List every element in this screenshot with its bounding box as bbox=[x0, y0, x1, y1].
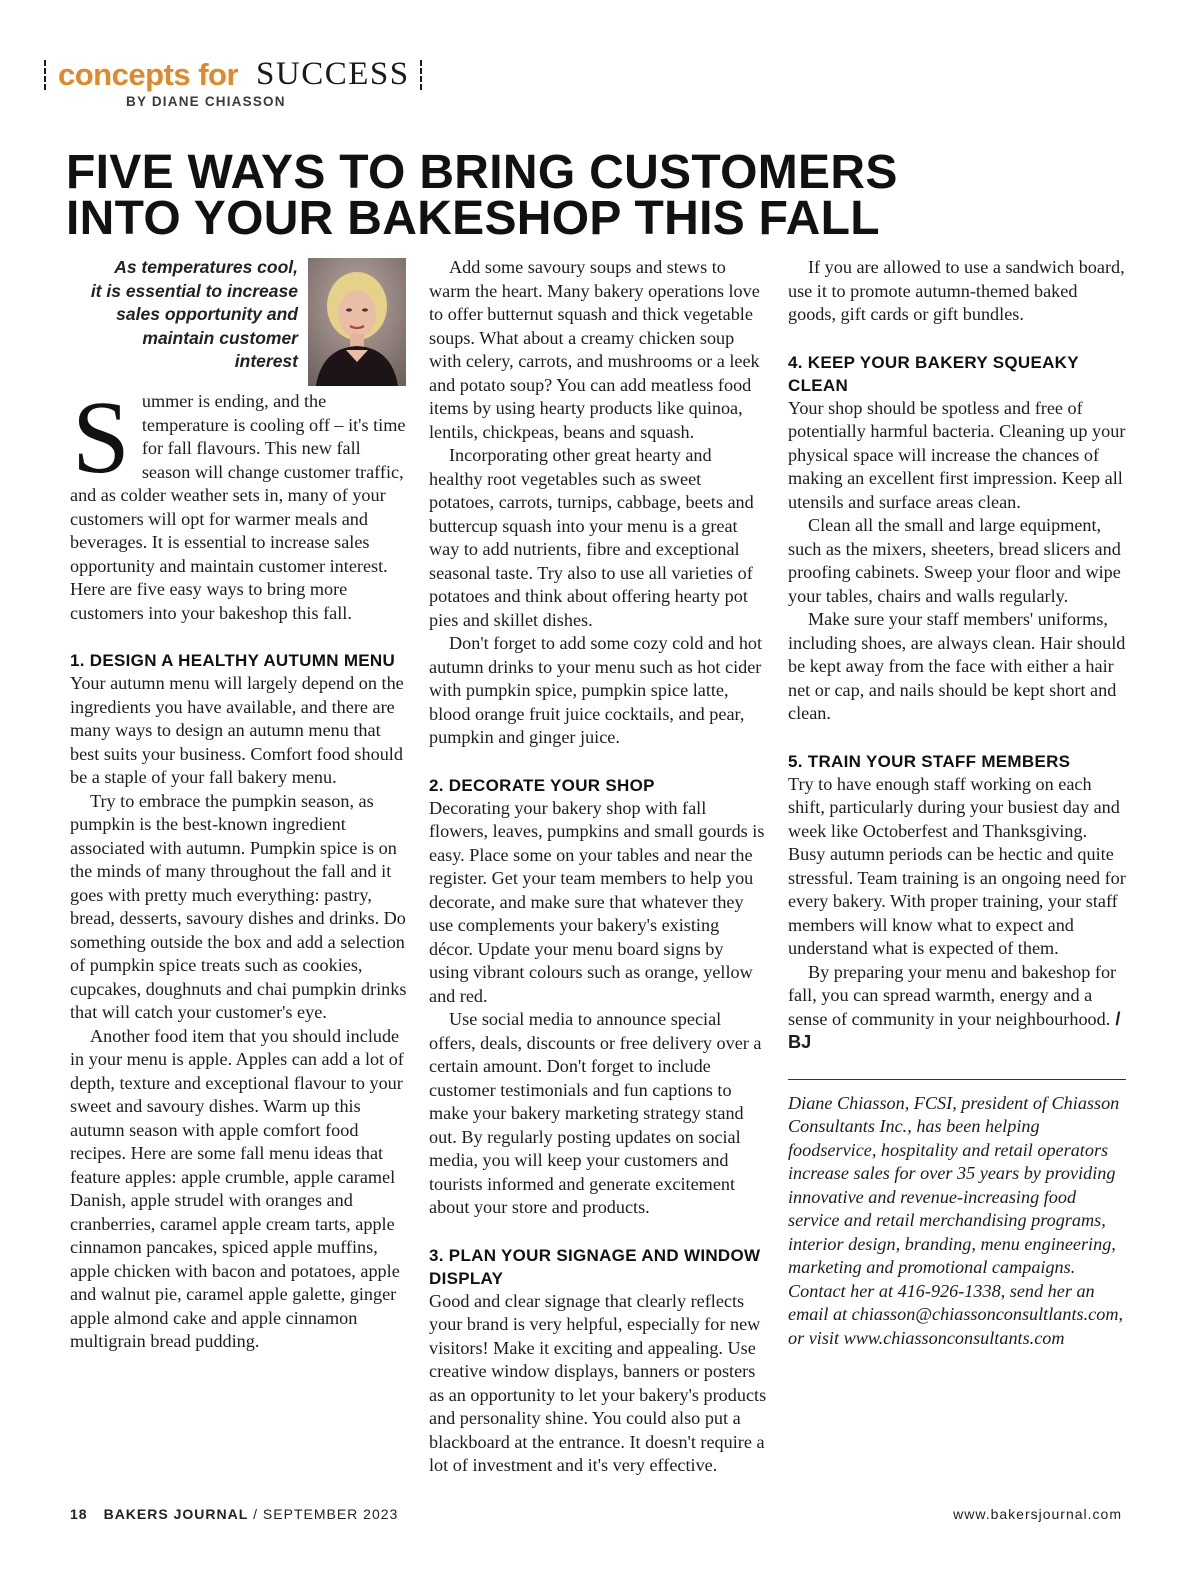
magazine-name: BAKERS JOURNAL bbox=[103, 1506, 249, 1522]
footer-left bbox=[70, 1506, 398, 1522]
column-kicker: concepts for bbox=[58, 56, 239, 92]
section-3-heading: 3. PLAN YOUR SIGNAGE AND WINDOW DISPLAY bbox=[429, 1245, 761, 1288]
column-3 bbox=[788, 256, 1126, 1350]
author-portrait-image bbox=[308, 258, 406, 386]
deck-line: it is essential to increase bbox=[90, 280, 298, 301]
column-header-right-bar bbox=[420, 60, 424, 90]
drop-cap: S bbox=[72, 380, 130, 495]
section-2-paragraph: Use social media to announce special offers, deals, discounts or free delivery over a certain amount. Don't forget to include customer testimonials and fun captions to make your bakery marketing strategy stand out. By regularly posting updates on social media, you will keep your customers and tourists informed and generate excitement about your store and products. bbox=[429, 1009, 762, 1217]
bio-divider bbox=[788, 1079, 1126, 1080]
headline-line-2: INTO YOUR BAKESHOP THIS FALL bbox=[66, 192, 880, 245]
section-1-paragraph: Add some savoury soups and stews to warm the heart. Many bakery operations love to offer butternut squash and thick vegetable soups. What about a creamy chicken soup with celery, carrots, and mushrooms or a leek and potato soup? You can add meatless food items by using hearty products like quinoa, lentils, chickpeas, beans and squash. bbox=[429, 257, 760, 442]
section-2-paragraph: Decorating your bakery shop with fall flowers, leaves, pumpkins and small gourds is easy. Place some on your tables and near the register. Get your team members to help you decorate, and make sure that whatever they use complements your bakery's existing décor. Update your menu board signs by using vibrant colours such as orange, yellow and red. bbox=[429, 797, 765, 1006]
section-3-paragraph: Good and clear signage that clearly reflects your brand is very helpful, especially for new visitors! Make it exciting and appealing. Use creative window displays, banners or posters as an opportunity to let your bakery's products and personality shine. You could also put a blackboard at the entrance. It doesn't require a lot of investment and it's very effective. bbox=[429, 1290, 767, 1475]
column-2 bbox=[429, 256, 767, 1478]
section-1-heading: 1. DESIGN A HEALTHY AUTUMN MENU bbox=[70, 651, 396, 670]
section-1-paragraph: Incorporating other great hearty and healthy root vegetables such as sweet potatoes, carrots, turnips, cabbage, beets and buttercup squash into your menu is a great way to add nutrients, fibre and exceptional seasonal taste. Try also to use all varieties of potatoes and think about offering hearty pot pies and skillet dishes. bbox=[429, 445, 754, 630]
section-4-paragraph: Clean all the small and large equipment, such as the mixers, sheeters, bread slicers and proofing cabinets. Sweep your floor and wipe your tables, chairs and walls regularly. bbox=[788, 515, 1121, 606]
section-1-paragraph: Your autumn menu will largely depend on the ingredients you have available, and there are many ways to design an autumn menu that best suits your business. Comfort food should be a staple of your fall bakery menu. bbox=[70, 673, 404, 787]
section-1-paragraph: Another food item that you should include in your menu is apple. Apples can add a lot of depth, texture and exceptional flavour to your sweet and savoury dishes. Warm up this autumn season with apple comfort food recipes. Here are some fall menu ideas that feature apples: apple crumble, apple caramel Danish, apple strudel with oranges and cranberries, caramel apple cream tarts, apple cinnamon pancakes, spiced apple muffins, apple chicken with bacon and potatoes, apple and walnut pie, caramel apple galette, ginger apple almond cake and apple cinnamon multigrain bread pudding. bbox=[70, 1025, 404, 1351]
deck-line: maintain customer bbox=[142, 327, 298, 348]
deck-line: sales opportunity and bbox=[116, 304, 298, 324]
section-4-paragraph: Your shop should be spotless and free of potentially harmful bacteria. Cleaning up your physical space will increase the chances of making an excellent first impression. Keep all utensils and surface areas clean. bbox=[788, 397, 1126, 512]
section-2-heading: 2. DECORATE YOUR SHOP bbox=[429, 775, 655, 795]
byline: BY DIANE CHIASSON bbox=[126, 94, 286, 109]
column-kicker-title: SUCCESS bbox=[256, 56, 410, 92]
deck bbox=[70, 256, 298, 374]
deck-line: As temperatures cool, bbox=[114, 257, 298, 277]
closing-text: By preparing your menu and bakeshop for fall, you can spread warmth, energy and a sense of community in your neighbourhood. bbox=[788, 961, 1117, 1029]
intro-text: ummer is ending, and the temperature is cooling off – it's time for fall flavours. This new fall season will change customer traffic, and as colder weather sets in, many of your customers will opt for warmer meals and beverages. It is essential to increase sales opportunity and maintain customer interest. Here are five easy ways to bring more customers into your bakeshop this fall. bbox=[70, 391, 406, 623]
deck-line: interest bbox=[234, 351, 298, 371]
section-5-heading: 5. TRAIN YOUR STAFF MEMBERS bbox=[788, 751, 1071, 771]
author-bio: Diane Chiasson, FCSI, president of Chiasson Consultants Inc., has been helping foodservice, hospitality and retail operators increase sales for over 35 years by providing innovative and revenue-increasing food service and retail merchandising programs, interior design, branding, menu engineering, marketing and promotional campaigns. Contact her at 416-926-1338, send her an email at chiasson@chiassonconsultlants.com, or visit www.chiassonconsultants.com bbox=[788, 1092, 1123, 1348]
signoff: / BJ bbox=[788, 1008, 1121, 1052]
author-photo bbox=[308, 258, 406, 386]
column-header-left-bar bbox=[44, 60, 48, 90]
issue-date: / SEPTEMBER 2023 bbox=[248, 1506, 399, 1522]
section-5-paragraph bbox=[788, 961, 1126, 1055]
section-4-paragraph: Make sure your staff members' uniforms, including shoes, are always clean. Hair should be kept away from the face with either a hair net or cap, and nails should be kept short and clean. bbox=[788, 609, 1126, 723]
deck-block bbox=[70, 256, 408, 390]
section-1-paragraph: Don't forget to add some cozy cold and hot autumn drinks to your menu such as hot cider with pumpkin spice, pumpkin spice latte, blood orange fruit juice cocktails, and pear, pumpkin and ginger juice. bbox=[429, 633, 763, 747]
intro-paragraph bbox=[70, 380, 408, 625]
page-number: 18 bbox=[70, 1506, 88, 1522]
section-3-paragraph: If you are allowed to use a sandwich board, use it to promote autumn-themed baked goods, gift cards or gift bundles. bbox=[788, 257, 1125, 324]
website-url: www.bakersjournal.com bbox=[953, 1506, 1122, 1522]
column-header bbox=[44, 56, 424, 93]
article-headline bbox=[66, 146, 1066, 245]
page-footer bbox=[70, 1506, 1122, 1522]
section-4-heading: 4. KEEP YOUR BAKERY SQUEAKY CLEAN bbox=[788, 352, 1079, 395]
headline-line-1: FIVE WAYS TO BRING CUSTOMERS bbox=[66, 146, 898, 199]
column-1 bbox=[70, 256, 408, 1354]
section-5-paragraph: Try to have enough staff working on each shift, particularly during your busiest day and week like Octoberfest and Thanksgiving. Busy autumn periods can be hectic and quite stressful. Team training is an ongoing need for every bakery. With proper training, your staff members will know what to expect and understand what is expected of them. bbox=[788, 773, 1126, 958]
section-1-paragraph: Try to embrace the pumpkin season, as pumpkin is the best-known ingredient associated with autumn. Pumpkin spice is on the minds of many throughout the fall and it goes with pretty much everything: pastry, bread, desserts, savoury dishes and drinks. Do something outside the box and add a selection of pumpkin spice treats such as cookies, cupcakes, doughnuts and chai pumpkin drinks that will catch your customer's eye. bbox=[70, 790, 407, 1022]
